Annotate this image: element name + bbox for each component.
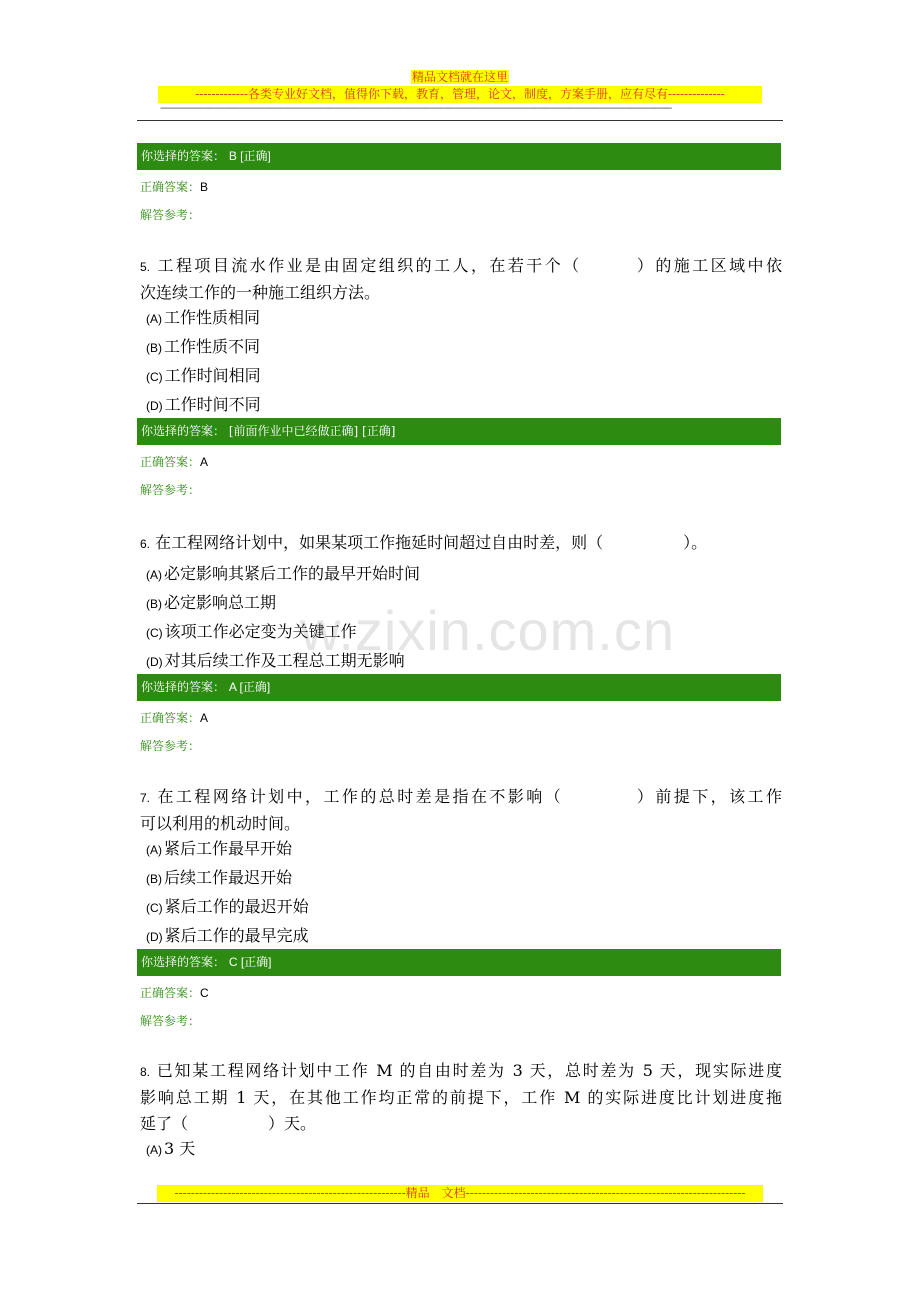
option-5c: (C) 工作时间相同 [146,366,261,385]
your-answer-bar: 你选择的答案： B [正确] [137,143,781,170]
option-6a: (A) 必定影响其紧后工作的最早开始时间 [146,564,421,583]
option-6b: (B) 必定影响总工期 [146,593,277,612]
header-rule [137,120,783,121]
option-7a: (A) 紧后工作最早开始 [146,839,293,858]
correct-answer: 正确答案：A [140,455,209,469]
option-7b: (B) 后续工作最迟开始 [146,868,293,887]
your-answer-bar: 你选择的答案： C [正确] [137,949,781,976]
correct-answer: 正确答案：C [140,986,209,1000]
option-6c: (C) 该项工作必定变为关键工作 [146,622,357,641]
answer-reference: 解答参考： [140,739,201,753]
correct-answer: 正确答案：A [140,711,209,725]
option-5d: (D) 工作时间不同 [146,395,261,414]
header-dashes: ---------------------------------------------------------------------------------------------------------------------------------------------------------------------------------------------------- [160,103,672,114]
watermark: w.zixin.com.cn [300,599,675,662]
your-answer-bar: 你选择的答案： A [正确] [137,674,781,701]
option-5b: (B) 工作性质不同 [146,337,261,356]
correct-answer: 正确答案：B [140,180,209,194]
question-6: 6. 在工程网络计划中，如果某项工作拖延时间超过自由时差，则（ ）。 [140,533,708,552]
answer-reference: 解答参考： [140,1014,201,1028]
option-7d: (D) 紧后工作的最早完成 [146,926,309,945]
question-5: 5. 工程项目流水作业是由固定组织的工人，在若干个（ ）的施工区域中依 次连续工作的一种施工组织方法。 [140,256,782,302]
option-7c: (C) 紧后工作的最迟开始 [146,897,309,916]
answer-reference: 解答参考： [140,208,201,222]
question-8: 8. 已知某工程网络计划中工作 M 的自由时差为 3 天，总时差为 5 天，现实际进度 影响总工期 1 天，在其他工作均正常的前提下，工作 M 的实际进度比计划进度拖 延了（ ）天。 [140,1061,782,1133]
option-8a: (A) 3 天 [146,1139,196,1158]
header-title: 精品文档就在这里 [411,70,508,84]
question-7: 7. 在工程网络计划中，工作的总时差是指在不影响（ ）前提下，该工作 可以利用的机动时间。 [140,787,782,833]
answer-reference: 解答参考： [140,483,201,497]
footer-banner: ---------------------------------------------------------精品 文档--------------------------------------------------------------------- [157,1185,763,1202]
option-6d: (D) 对其后续工作及工程总工期无影响 [146,651,405,670]
your-answer-bar: 你选择的答案： [前面作业中已经做正确] [正确] [137,418,781,445]
header-subtitle: -------------各类专业好文档，值得你下载，教育，管理，论文，制度，方案手册，应有尽有-------------- [158,86,762,103]
option-5a: (A) 工作性质相同 [146,308,261,327]
footer-rule [137,1203,783,1204]
